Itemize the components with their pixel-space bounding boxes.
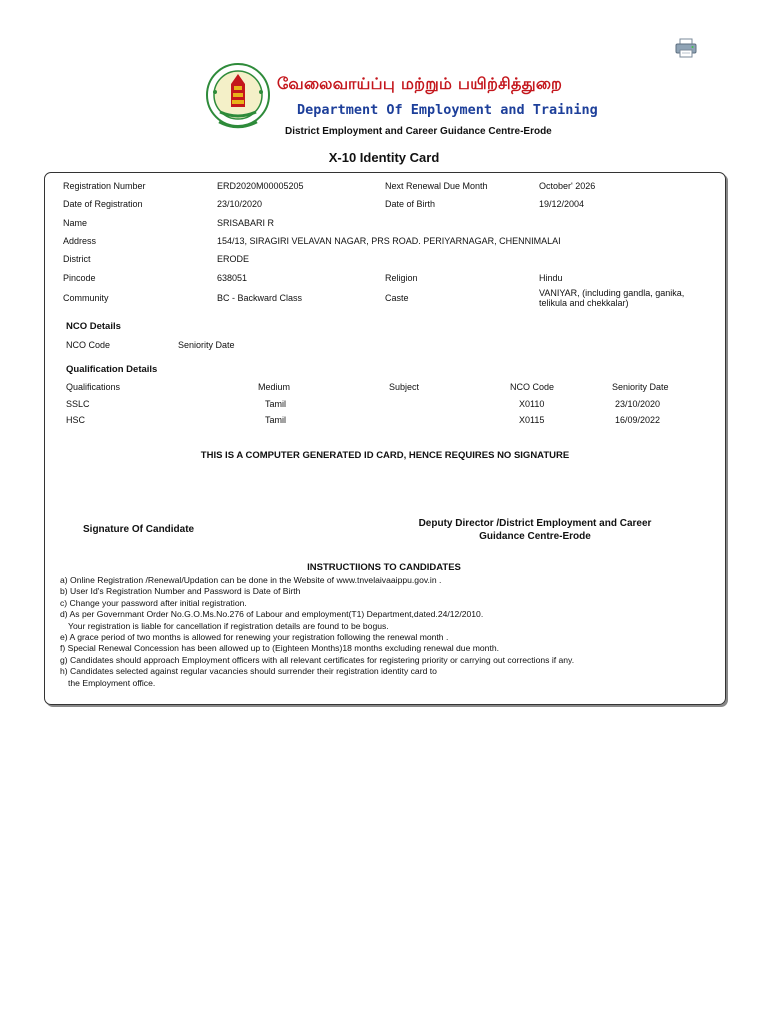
- deputy-director-line-1: Deputy Director /District Employment and Career: [418, 518, 652, 529]
- dob-value: 19/12/2004: [539, 199, 585, 209]
- registration-date-label: Date of Registration: [63, 199, 143, 209]
- column-header: Qualifications: [66, 382, 121, 392]
- detail-row-address: [63, 236, 703, 250]
- english-department-title: Department Of Employment and Training: [297, 102, 598, 118]
- deputy-director-line-2: Guidance Centre-Erode: [479, 531, 591, 542]
- community-label: Community: [63, 293, 109, 303]
- caste-value: VANIYAR, (including gandla, ganika, telikula and chekkalar): [539, 288, 685, 308]
- column-header: Seniority Date: [612, 382, 669, 392]
- instruction-line: f) Special Renewal Concession has been allowed up to (Eighteen Months)18 months excluding renewal due month.: [60, 643, 500, 654]
- qualification-cell: SSLC: [66, 398, 90, 409]
- registration-number-value: ERD2020M00005205: [217, 181, 304, 191]
- computer-generated-note: THIS IS A COMPUTER GENERATED ID CARD, HENCE REQUIRES NO SIGNATURE: [200, 450, 570, 461]
- name-label: Name: [63, 218, 88, 228]
- detail-row-pincode: [63, 273, 703, 287]
- detail-row-name: [63, 218, 703, 232]
- instruction-line: h) Candidates selected against regular vacancies should surrender their registration identity card to: [60, 666, 437, 677]
- registration-date-value: 23/10/2020: [217, 199, 263, 209]
- qualification-heading: Qualification Details: [66, 364, 158, 375]
- tamil-department-title: வேலைவாய்ப்பு மற்றும் பயிற்சித்துறை: [277, 74, 563, 93]
- qualification-header-row: [66, 382, 706, 399]
- nco-details-heading: NCO Details: [66, 321, 121, 332]
- next-renewal-label: Next Renewal Due Month: [385, 181, 488, 191]
- seniority-cell: 23/10/2020: [615, 398, 661, 409]
- column-header: Subject: [389, 382, 420, 392]
- table-row: [66, 415, 706, 432]
- address-value: 154/13, SIRAGIRI VELAVAN NAGAR, PRS ROAD. PERIYARNAGAR, CHENNIMALAI: [217, 236, 561, 246]
- instruction-line: Your registration is liable for cancellation if registration details are found to be bogus.: [68, 620, 389, 631]
- printer-icon[interactable]: [675, 38, 697, 58]
- religion-value: Hindu: [539, 273, 563, 283]
- column-header: NCO Code: [510, 382, 555, 392]
- religion-label: Religion: [385, 273, 418, 283]
- address-label: Address: [63, 236, 97, 246]
- dob-label: Date of Birth: [385, 199, 436, 209]
- caste-label: Caste: [385, 293, 409, 303]
- pincode-label: Pincode: [63, 273, 96, 283]
- detail-row-registration: [63, 181, 703, 195]
- instruction-line: g) Candidates should approach Employment officers with all relevant certificates for registering priority or carrying out corrections if any.: [60, 654, 575, 665]
- instruction-line: c) Change your password after initial registration.: [60, 597, 247, 608]
- next-renewal-value: October' 2026: [539, 181, 596, 191]
- instruction-line: a) Online Registration /Renewal/Updation can be done in the Website of www.tnvelaivaaippu.gov.in .: [60, 575, 442, 585]
- instructions-title: INSTRUCTIIONS TO CANDIDATES: [307, 562, 461, 573]
- detail-row-community: [63, 288, 703, 308]
- detail-row-district: [63, 254, 703, 268]
- qualification-cell: HSC: [66, 415, 86, 425]
- medium-cell: Tamil: [265, 398, 287, 409]
- tamil-nadu-emblem: [205, 62, 271, 132]
- card-title: X-10 Identity Card: [328, 150, 440, 165]
- name-value: SRISABARI R: [217, 218, 275, 228]
- seniority-cell: 16/09/2022: [615, 415, 661, 425]
- instruction-line: e) A grace period of two months is allowed for renewing your registration following the renewal month .: [60, 632, 449, 643]
- instruction-line: the Employment office.: [68, 677, 156, 688]
- nco-code-label: NCO Code: [66, 340, 111, 350]
- instruction-line: d) As per Governmant Order No.G.O.Ms.No.276 of Labour and employment(T1) Department,dated.24/12/2010.: [60, 609, 484, 620]
- instruction-line: b) User Id's Registration Number and Password is Date of Birth: [60, 586, 301, 597]
- nco-code-cell: X0115: [519, 415, 545, 425]
- instructions-list: [60, 575, 700, 689]
- nco-code-cell: X0110: [519, 398, 545, 409]
- district-label: District: [63, 254, 91, 264]
- pincode-value: 638051: [217, 273, 248, 283]
- district-value: ERODE: [217, 254, 250, 264]
- qualification-table: [66, 382, 706, 432]
- candidate-signature-label: Signature Of Candidate: [83, 524, 195, 535]
- community-value: BC - Backward Class: [217, 293, 303, 303]
- deputy-director-signature-label: [400, 517, 670, 543]
- medium-cell: Tamil: [265, 415, 287, 425]
- nco-seniority-label: Seniority Date: [178, 340, 235, 350]
- centre-name: District Employment and Career Guidance Centre-Erode: [285, 126, 552, 137]
- table-row: [66, 399, 706, 416]
- registration-number-label: Registration Number: [63, 181, 146, 191]
- detail-row-registration-date: [63, 199, 703, 213]
- column-header: Medium: [258, 382, 291, 392]
